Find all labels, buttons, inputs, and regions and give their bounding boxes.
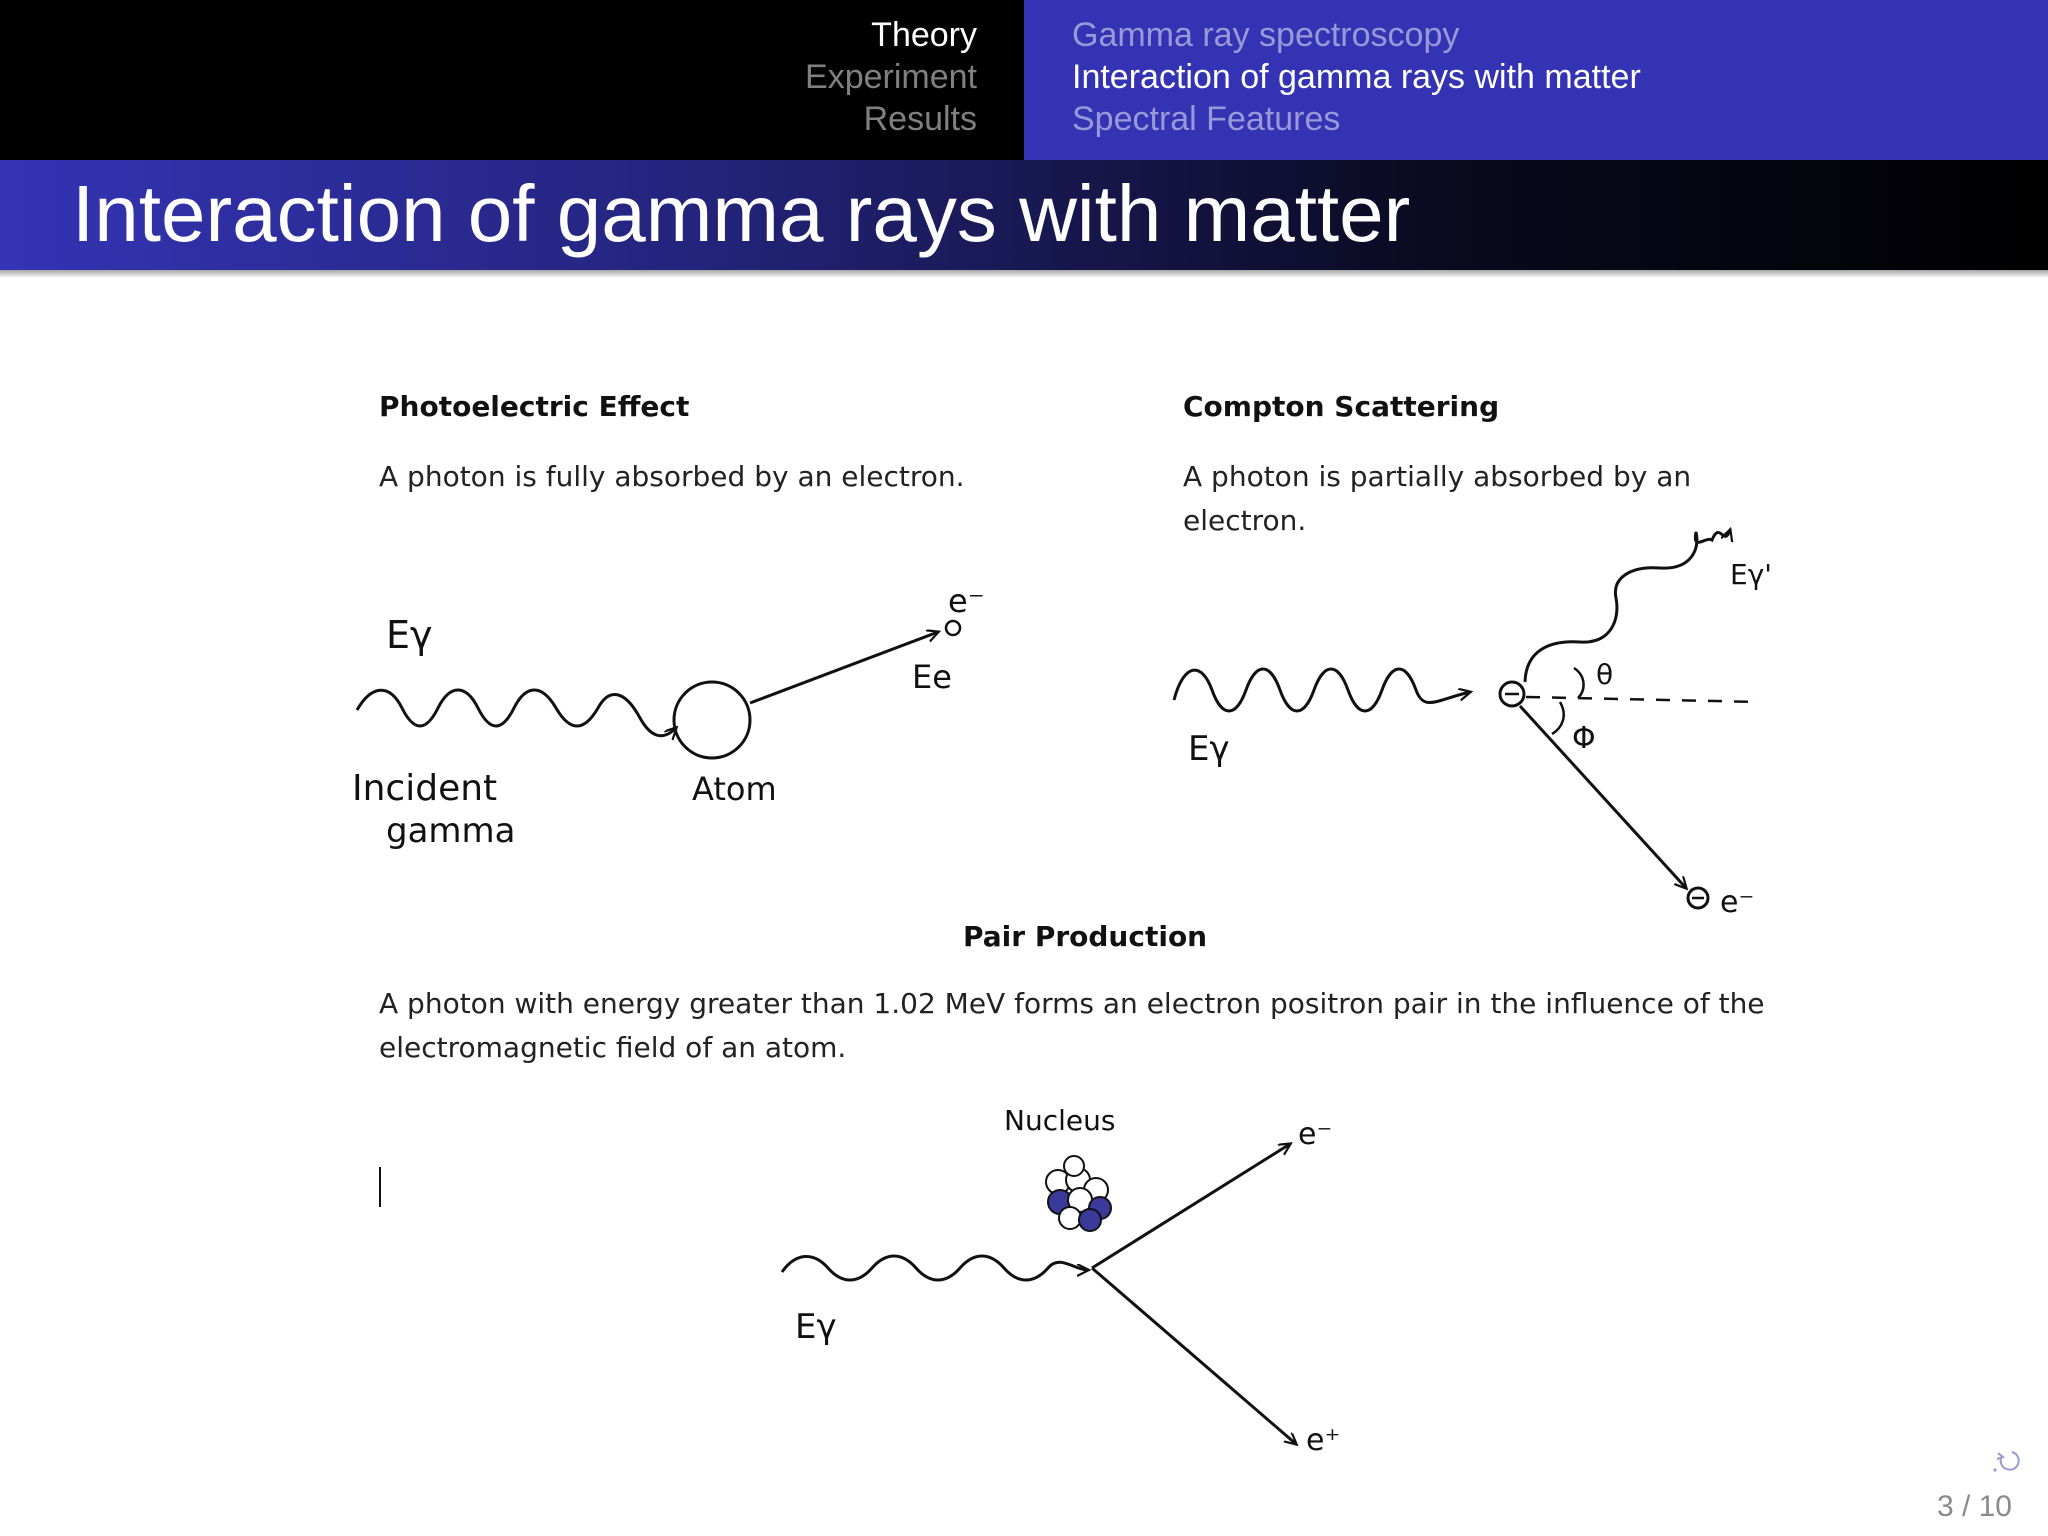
pair-production-description: A photon with energy greater than 1.02 MeV forms an electron positron pair in the influence of the electromagnetic field of an atom. <box>379 987 1765 1064</box>
incident-gamma-label-line1: Incident <box>352 768 498 809</box>
electron-label: e⁻ <box>1298 1117 1333 1152</box>
nav-section-theory[interactable]: Theory <box>871 16 977 54</box>
photoelectron-track <box>750 632 938 703</box>
atom-label: Atom <box>692 770 777 808</box>
pair-energy-label: Eγ <box>795 1307 837 1347</box>
compton-recoil-track <box>1520 706 1686 888</box>
compton-scattered-wave <box>1525 530 1730 682</box>
pair-incident-wave <box>782 1256 1088 1280</box>
nav-section-experiment[interactable]: Experiment <box>805 58 977 96</box>
nucleus-icon <box>1046 1156 1111 1231</box>
positron-track <box>1092 1268 1296 1444</box>
nucleus-label: Nucleus <box>1004 1104 1116 1137</box>
compton-diagram <box>1174 530 1772 920</box>
compton-reference-line <box>1526 697 1760 702</box>
slide-title: Interaction of gamma rays with matter <box>72 169 1411 258</box>
phi-label: Φ <box>1572 721 1596 756</box>
compton-energy-out-label: Eγ' <box>1730 558 1772 591</box>
photoelectric-description: A photon is fully absorbed by an electron. <box>379 460 965 493</box>
compton-description: A photon is partially absorbed by an electron. <box>1183 460 1692 537</box>
nav-subsection-spectral-features[interactable]: Spectral Features <box>1072 100 1341 138</box>
compton-heading: Compton Scattering <box>1183 390 1500 423</box>
pair-production-diagram <box>782 1104 1340 1458</box>
electron-track <box>1092 1144 1290 1268</box>
nav-subsection-gamma-ray-spectroscopy[interactable]: Gamma ray spectroscopy <box>1072 16 1460 54</box>
compton-electron-label: e⁻ <box>1720 885 1755 920</box>
phi-arc <box>1552 702 1564 734</box>
photoelectric-electron-label: e⁻ <box>948 582 985 620</box>
photoelectric-heading: Photoelectric Effect <box>379 390 690 423</box>
positron-label: e⁺ <box>1306 1423 1341 1458</box>
theta-arc <box>1574 668 1584 698</box>
nav-section-results[interactable]: Results <box>863 100 977 138</box>
page-number: 3 / 10 <box>1936 1490 2012 1523</box>
incident-gamma-label-line2: gamma <box>386 811 516 851</box>
photoelectric-electron-energy-label: Ee <box>912 658 952 696</box>
compton-energy-in-label: Eγ <box>1188 729 1230 769</box>
photoelectric-energy-label: Eγ <box>386 613 433 657</box>
photoelectric-diagram <box>352 582 985 851</box>
compton-incident-wave <box>1174 669 1470 711</box>
photoelectron <box>946 621 960 635</box>
theta-label: θ <box>1596 658 1614 691</box>
nav-subsection-interaction[interactable]: Interaction of gamma rays with matter <box>1072 58 1641 96</box>
navigation-refresh-icon[interactable] <box>1992 1448 2026 1474</box>
pair-production-heading: Pair Production <box>963 920 1208 953</box>
photoelectric-wave <box>357 690 676 736</box>
atom-circle <box>674 682 750 758</box>
